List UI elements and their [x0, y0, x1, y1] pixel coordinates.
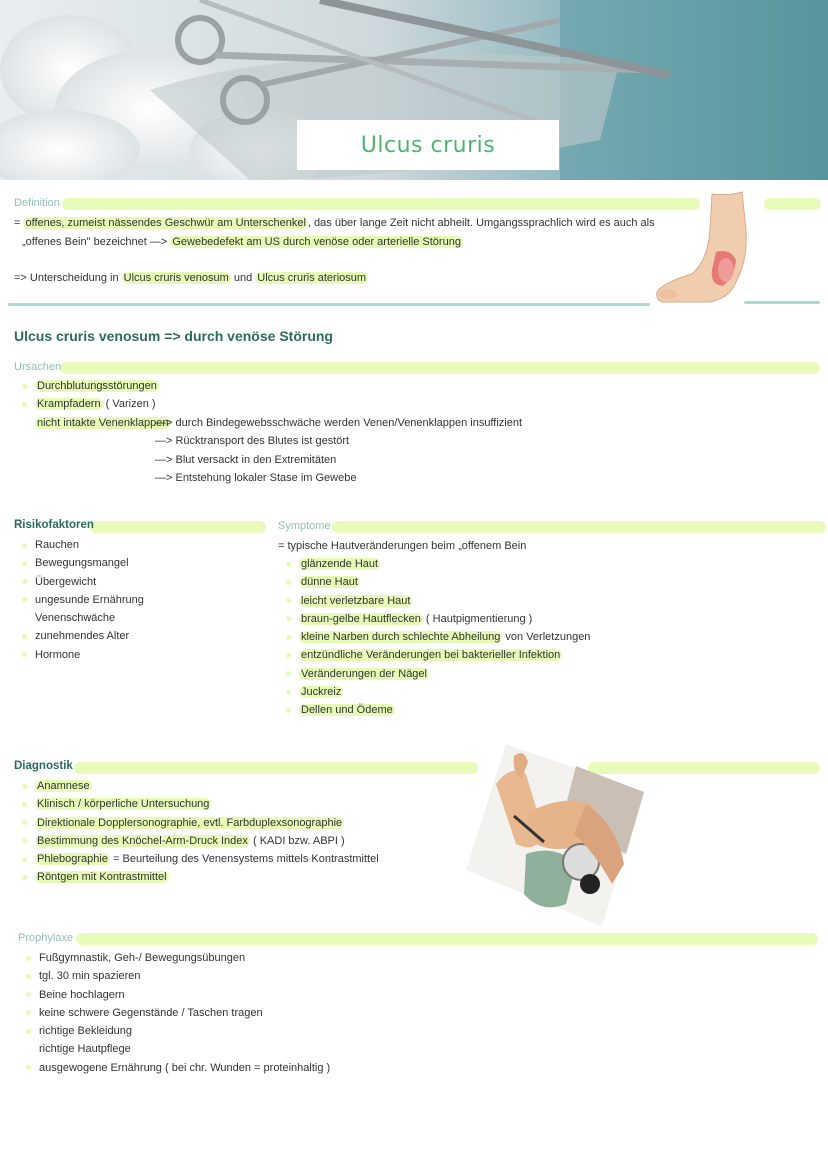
list-item: Fußgymnastik, Geh-/ Bewegungsübungen [26, 949, 330, 967]
ursachen-arrow-2: —> Rücktransport des Blutes ist gestört [155, 435, 350, 447]
ursachen-heading: Ursachen [14, 361, 62, 373]
doppler-exam-photo [466, 744, 646, 926]
list-item: zunehmendes Alter [22, 627, 144, 645]
bullet-icon [286, 708, 291, 713]
definition-line-1: = offenes, zumeist nässendes Geschwür am Unterschenkel , das über lange Zeit nicht abheilt. Umgangssprachlich wird es auch als [14, 217, 655, 229]
list-item: keine schwere Gegenstände / Taschen tragen [26, 1004, 330, 1022]
definition-highlight-bar-right [764, 198, 821, 210]
bullet-icon [22, 561, 27, 566]
bullet-icon [286, 690, 291, 695]
bullet-icon [286, 653, 291, 658]
risiko-heading: Risikofaktoren [14, 519, 94, 531]
definition-line-2: „offenes Bein" bezeichnet —> Gewebedefekt am US durch venöse oder arterielle Störung [22, 236, 461, 248]
symptome-highlight-bar [332, 521, 826, 533]
bullet-icon [22, 579, 27, 584]
prophylaxe-highlight-bar [76, 933, 818, 945]
list-item: Hormone [22, 646, 144, 664]
bullet-icon [22, 543, 27, 548]
ursachen-arrow-1: —> durch Bindegewebsschwäche werden Venen/Venenklappen insuffizient [155, 417, 523, 429]
bullet-icon [22, 784, 27, 789]
bullet-icon [22, 820, 27, 825]
list-item: Juckreiz [286, 683, 590, 701]
list-item: Röntgen mit Kontrastmittel [22, 868, 379, 886]
list-item: glänzende Haut [286, 555, 590, 573]
risiko-list [22, 536, 144, 664]
bullet-icon [286, 562, 291, 567]
bullet-icon [22, 857, 27, 862]
bullet-icon [26, 1010, 31, 1015]
risiko-highlight-bar [90, 521, 266, 533]
diagnostik-highlight-bar [74, 762, 478, 774]
diagnostik-heading: Diagnostik [14, 760, 73, 772]
definition-heading: Definition [14, 197, 60, 209]
bullet-icon [22, 384, 27, 389]
symptome-heading: Symptome [278, 520, 331, 532]
bullet-icon [286, 598, 291, 603]
bullet-icon [26, 974, 31, 979]
bullet-icon [286, 580, 291, 585]
list-item: ausgewogene Ernährung ( bei chr. Wunden = proteinhaltig ) [26, 1059, 330, 1077]
prophylaxe-list [26, 949, 330, 1077]
foot-ulcer-illustration [650, 190, 760, 308]
list-item: Veränderungen der Nägel [286, 665, 590, 683]
list-item: leicht verletzbare Haut [286, 592, 590, 610]
list-item: Übergewicht [22, 573, 144, 591]
list-item: Klinisch / körperliche Untersuchung [22, 795, 379, 813]
foot-ulcer-image [650, 190, 760, 308]
list-item: tgl. 30 min spazieren [26, 967, 330, 985]
bullet-icon [26, 1029, 31, 1034]
bullet-icon [286, 635, 291, 640]
ursachen-item-2: Krampfadern ( Varizen ) [22, 395, 156, 413]
list-item: Venenschwäche [35, 612, 116, 625]
bullet-icon [22, 597, 27, 602]
section-divider-right [744, 301, 820, 304]
bullet-icon [286, 671, 291, 676]
doppler-exam-illustration [466, 744, 646, 926]
definition-line-3: => Unterscheidung in Ulcus cruris venosum und Ulcus cruris ateriosum [14, 272, 367, 284]
prophylaxe-heading: Prophylaxe [18, 932, 74, 944]
ursachen-highlight-bar [60, 362, 820, 374]
list-item: kleine Narben durch schlechte Abheilung von Verletzungen [286, 628, 590, 646]
diagnostik-list [22, 777, 379, 887]
list-item: Anamnese [22, 777, 379, 795]
list-item: Bestimmung des Knöchel-Arm-Druck Index ( KADI bzw. ABPI ) [22, 832, 379, 850]
symptome-list [286, 555, 590, 720]
bullet-icon [22, 652, 27, 657]
bullet-icon [26, 956, 31, 961]
list-item: Direktionale Dopplersonographie, evtl. Farbduplexsonographie [22, 814, 379, 832]
bullet-icon [22, 802, 27, 807]
bullet-icon [22, 838, 27, 843]
list-item: dünne Haut [286, 573, 590, 591]
bullet-icon [22, 875, 27, 880]
list-item: braun-gelbe Hautflecken ( Hautpigmentierung ) [286, 610, 590, 628]
bullet-icon [22, 634, 27, 639]
list-item: Rauchen [22, 536, 144, 554]
ursachen-arrow-3: —> Blut versackt in den Extremitäten [155, 454, 337, 466]
bullet-icon [286, 616, 291, 621]
definition-highlight-bar [62, 198, 700, 210]
bullet-icon [26, 992, 31, 997]
list-item: richtige Hautpflege [39, 1043, 131, 1056]
section-divider [8, 303, 650, 306]
list-item: Phlebographie = Beurteilung des Venensystems mittels Kontrastmittel [22, 850, 379, 868]
title-box [297, 120, 559, 170]
list-item: entzündliche Veränderungen bei bakterieller Infektion [286, 646, 590, 664]
ursachen-item-3: nicht intakte Venenklappen [37, 417, 169, 429]
list-item: ungesunde Ernährung [22, 591, 144, 609]
bullet-icon [26, 1065, 31, 1070]
list-item: Beine hochlagern [26, 986, 330, 1004]
list-item: Dellen und Ödeme [286, 701, 590, 719]
symptome-intro: = typische Hautveränderungen beim „offenem Bein [278, 540, 527, 552]
bullet-icon [22, 402, 27, 407]
venosum-title: Ulcus cruris venosum => durch venöse Störung [14, 328, 333, 344]
ursachen-arrow-4: —> Entstehung lokaler Stase im Gewebe [155, 472, 357, 484]
list-item: Bewegungsmangel [22, 554, 144, 572]
page-title: Ulcus cruris [360, 132, 496, 158]
list-item: richtige Bekleidung [26, 1022, 330, 1040]
ursachen-item-1: Durchblutungsstörungen [22, 377, 159, 395]
